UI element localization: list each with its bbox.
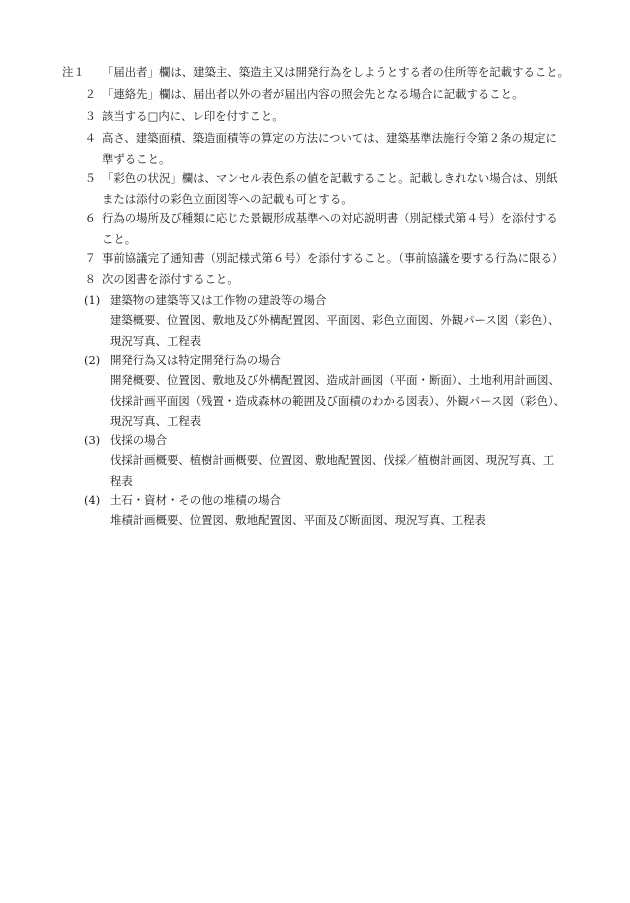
detail-line: 程表	[110, 473, 133, 488]
subitem-title: 開発行為又は特定開発行為の場合	[110, 353, 281, 367]
subitem-number: (2)	[84, 353, 101, 367]
detail-line: 現況写真、工程表	[110, 333, 202, 348]
note-number: ８	[84, 272, 96, 286]
detail-line: 現況写真、工程表	[110, 414, 202, 428]
note-number: 注１	[62, 65, 85, 79]
note-text	[102, 128, 557, 169]
subitem-number: (3)	[84, 433, 101, 447]
note-line: 「彩色の状況」欄は、マンセル表色系の値を記載すること。記載しきれない場合は、別紙	[102, 171, 558, 185]
detail-line: 伐採計画概要、植樹計画概要、位置図、敷地配置図、伐採／植樹計画図、現況写真、工	[110, 453, 555, 467]
note-line: こと。	[102, 231, 137, 246]
note-line: 「届出者」欄は、建築主、築造主又は開発行為をしようとする者の住所等を記載すること。	[102, 65, 570, 79]
note-line: 行為の場所及び種類に応じた景観形成基準への対応説明書（別記様式第４号）を添付する	[102, 211, 558, 225]
detail-line: 堆積計画概要、位置図、敷地配置図、平面及び断面図、現況写真、工程表	[110, 513, 486, 527]
subitem-number: (1)	[84, 293, 101, 307]
subitem-title: 土石・資材・その他の堆積の場合	[110, 493, 281, 507]
note-number: ４	[84, 131, 96, 145]
note-line: 「連絡先」欄は、届出者以外の者が届出内容の照会先となる場合に記載すること。	[102, 87, 524, 101]
subitem-number: (4)	[84, 493, 101, 507]
note-number: ６	[84, 211, 96, 225]
note-number: ５	[84, 171, 96, 185]
detail-line: 伐採計画平面図（残置・造成森林の範囲及び面積のわかる図表）、外観パース図（彩色）、	[110, 393, 566, 408]
subitem-title: 建築物の建築等又は工作物の建設等の場合	[110, 293, 327, 307]
subitem-4-detail	[110, 510, 580, 531]
note-line: 次の図書を添付すること。	[102, 272, 239, 286]
detail-line: 建築概要、位置図、敷地及び外構配置図、平面図、彩色立面図、外観パース図（彩色）、	[110, 313, 560, 327]
note-line: 事前協議完了通知書（別記様式第６号）を添付すること。（事前協議を要する行為に限る）	[102, 251, 564, 265]
note-text	[102, 248, 563, 269]
note-text	[102, 269, 239, 290]
note-text	[102, 62, 569, 83]
note-text	[102, 208, 558, 249]
note-line: 該当する□内に、レ印を付すこと。	[102, 109, 284, 123]
note-line: 準ずること。	[102, 151, 171, 166]
subitem-1-detail	[110, 310, 580, 351]
note-text	[102, 106, 284, 127]
subitem-2-detail	[110, 370, 580, 432]
subitem-3-detail	[110, 450, 580, 491]
note-number: ７	[84, 251, 96, 265]
note-number: ３	[84, 109, 96, 123]
note-text	[102, 168, 558, 209]
subitem-title: 伐採の場合	[110, 433, 167, 447]
note-line: 高さ、建築面積、築造面積等の算定の方法については、建築基準法施行令第２条の規定に	[102, 131, 557, 145]
note-text	[102, 84, 523, 105]
note-number: ２	[84, 87, 96, 101]
detail-line: 開発概要、位置図、敷地及び外構配置図、造成計画図（平面・断面）、土地利用計画図、	[110, 373, 560, 387]
note-line: または添付の彩色立面図等への記載も可とする。	[102, 191, 353, 206]
